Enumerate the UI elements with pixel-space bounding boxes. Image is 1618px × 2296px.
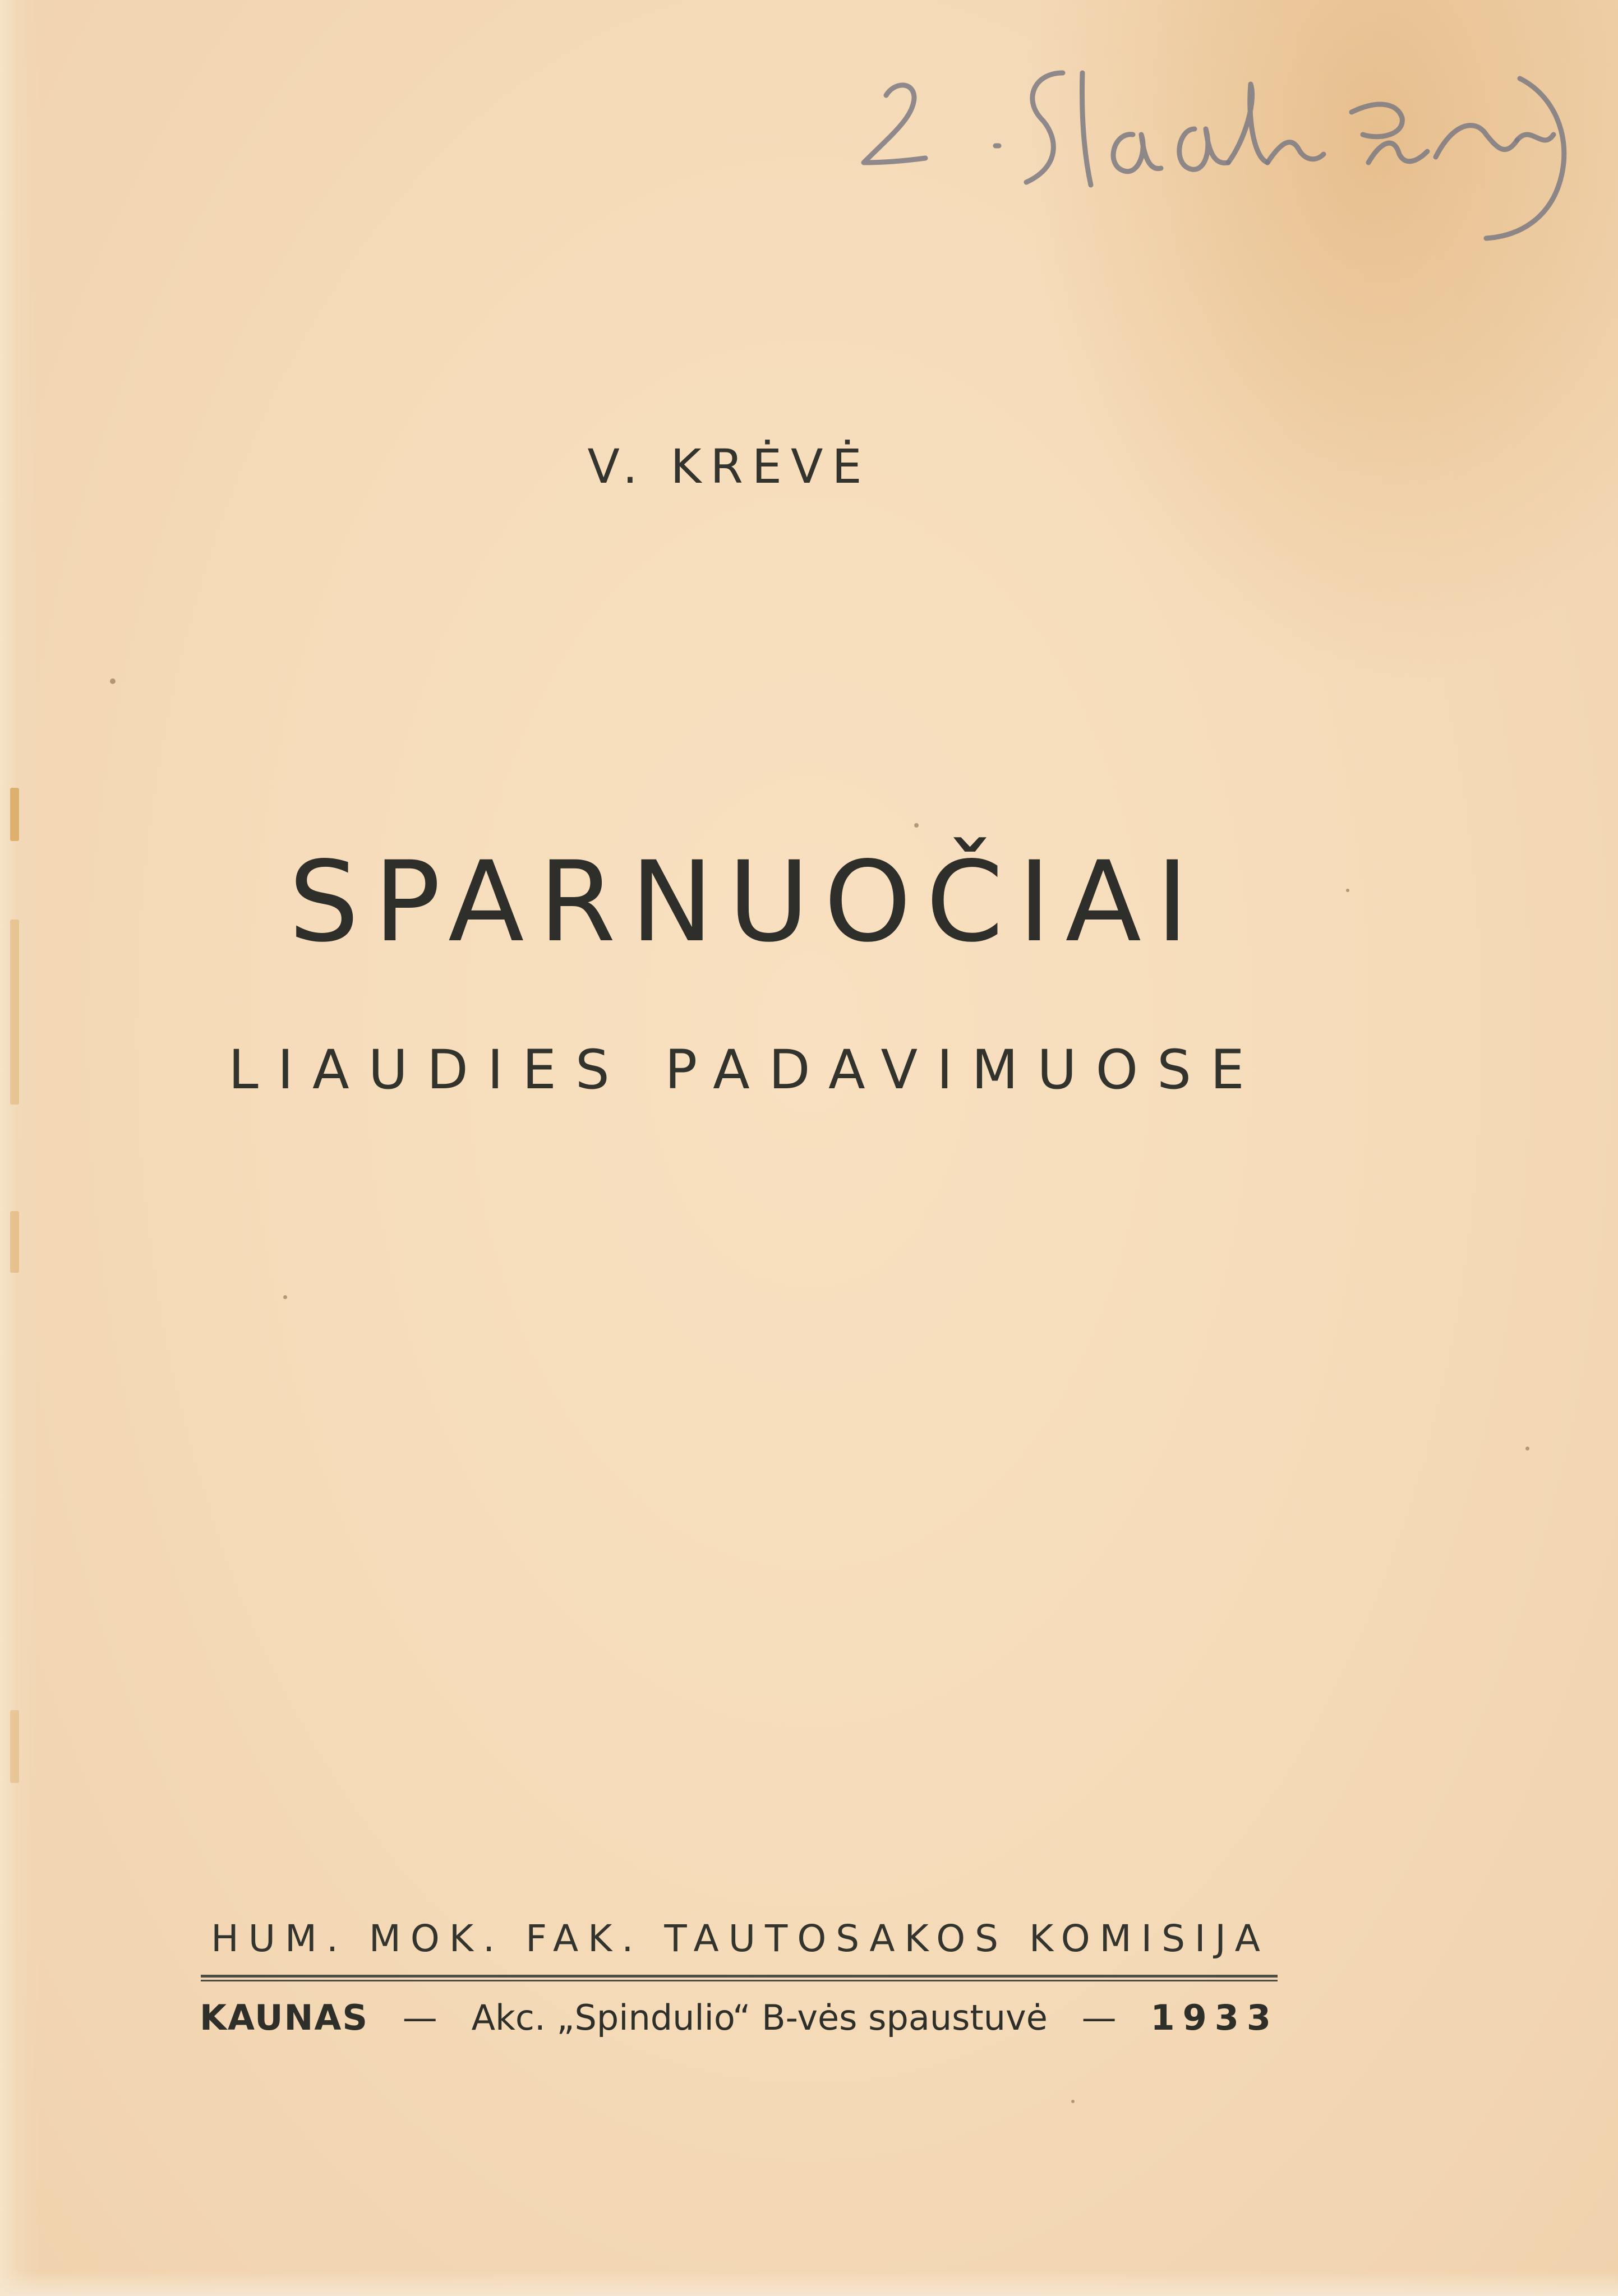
handwritten-signature <box>841 50 1598 275</box>
imprint-dash: — <box>402 1997 437 2038</box>
binding-edge <box>0 0 39 2296</box>
imprint-line <box>200 1997 1279 2038</box>
double-rule-divider <box>201 1975 1278 1981</box>
publisher-line: HUM. MOK. FAK. TAUTOSAKOS KOMISIJA <box>211 1917 1270 1960</box>
paper-speck <box>110 678 116 684</box>
book-subtitle: LIAUDIES PADAVIMUOSE <box>228 1038 1264 1101</box>
paper-speck <box>283 1295 287 1299</box>
binding-stain <box>10 920 19 1105</box>
imprint-dash: — <box>1081 1997 1117 2038</box>
page-bottom-edge <box>0 2271 1618 2296</box>
imprint-city: KAUNAS <box>200 1997 368 2038</box>
paper-speck <box>1346 889 1349 892</box>
binding-stain <box>10 1710 19 1783</box>
binding-stain <box>10 1211 19 1273</box>
book-title: SPARNUOČIAI <box>288 837 1204 967</box>
author-name: V. KRĖVĖ <box>587 439 871 494</box>
paper-speck <box>1525 1447 1529 1450</box>
binding-stain <box>10 788 19 841</box>
paper-speck <box>1071 2100 1075 2103</box>
imprint-year: 1933 <box>1150 1997 1279 2038</box>
paper-speck <box>914 823 919 828</box>
imprint-printer: Akc. „Spindulio“ B-vės spaustuvė <box>471 1997 1048 2038</box>
